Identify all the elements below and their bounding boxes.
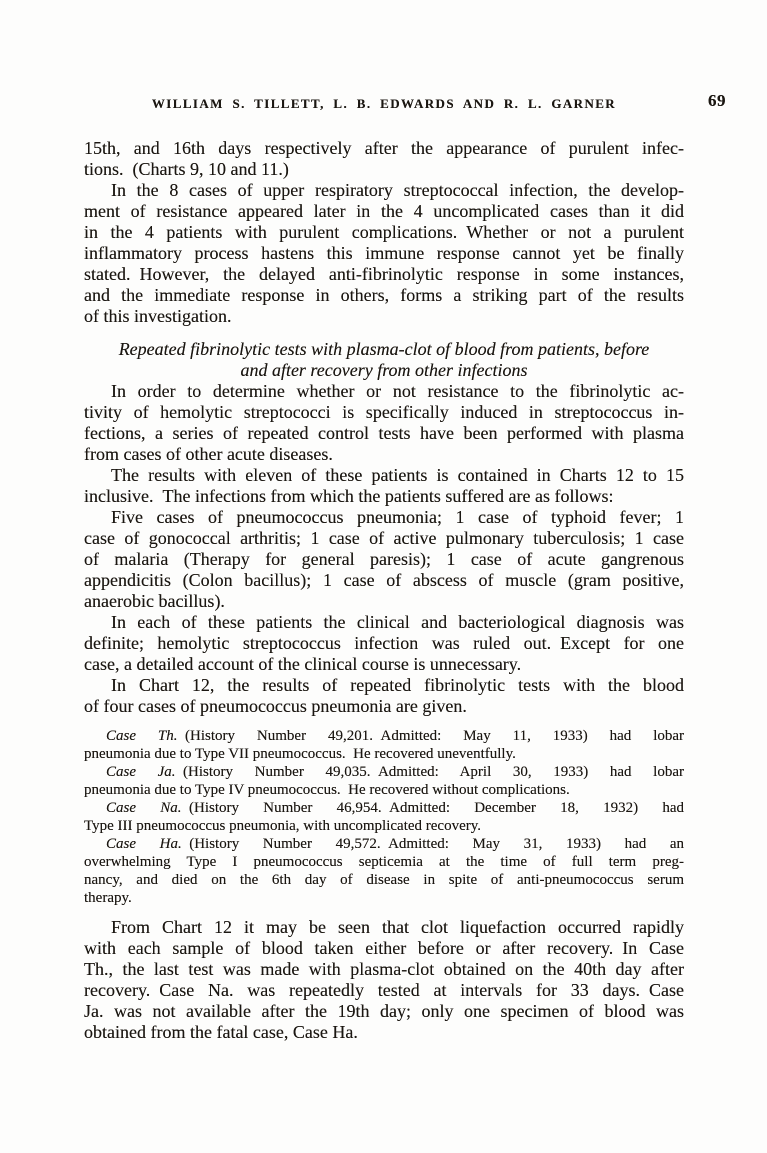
text-line: pneumonia due to Type VII pneumococcus. He recovered uneventfully.	[84, 746, 516, 762]
text-line: and after recovery from other infections	[240, 360, 528, 380]
text-line: nancy, and died on the 6th day of disease in spite of anti-pneumococcus serum	[84, 872, 684, 888]
paragraph	[84, 180, 684, 327]
text-line: from cases of other acute diseases.	[84, 444, 333, 464]
text-line: tivity of hemolytic streptococci is specifically induced in streptococcus in-	[84, 402, 684, 422]
case-paragraph	[84, 763, 684, 799]
text-line: In Chart 12, the results of repeated fibrinolytic tests with the blood	[111, 675, 684, 695]
paragraph	[84, 917, 684, 1043]
page-content	[84, 91, 726, 1043]
text-line: definite; hemolytic streptococcus infection was ruled out. Except for one	[84, 633, 684, 653]
case-first-line-text: (History Number 49,572. Admitted: May 31, 1933) had an	[189, 836, 684, 852]
section-heading	[84, 339, 684, 381]
text-line: inclusive. The infections from which the patients suffered are as follows:	[84, 486, 614, 506]
text-line	[84, 727, 684, 745]
text-line: In the 8 cases of upper respiratory streptococcal infection, the develop-	[111, 180, 684, 200]
text-line: of this investigation.	[84, 306, 232, 326]
paragraph	[84, 138, 684, 180]
text-line: and the immediate response in others, forms a striking part of the results	[84, 285, 684, 305]
paragraph	[84, 675, 684, 717]
text-line	[84, 835, 684, 853]
case-label: Case Th.	[106, 728, 178, 744]
case-first-line-text: (History Number 49,035. Admitted: April 30, 1933) had lobar	[183, 764, 684, 780]
text-line	[84, 763, 684, 781]
case-label: Case Na.	[106, 800, 182, 816]
text-line: Th., the last test was made with plasma-clot obtained on the 40th day after	[84, 959, 684, 979]
text-line: Repeated fibrinolytic tests with plasma-clot of blood from patients, before	[118, 339, 650, 359]
case-paragraph	[84, 727, 684, 763]
text-line: Type III pneumococcus pneumonia, with uncomplicated recovery.	[84, 818, 482, 834]
text-line: therapy.	[84, 890, 132, 906]
paragraph	[84, 612, 684, 675]
text-line: inflammatory process hastens this immune response cannot yet be finally	[84, 243, 684, 263]
text-line: in the 4 patients with purulent complications. Whether or not a purulent	[84, 222, 684, 242]
text-line: In each of these patients the clinical and bacteriological diagnosis was	[111, 612, 684, 632]
text-line: The results with eleven of these patients is contained in Charts 12 to 15	[111, 465, 684, 485]
text-line: anaerobic bacillus).	[84, 591, 225, 611]
text-line: case of gonococcal arthritis; 1 case of active pulmonary tuberculosis; 1 case	[84, 528, 684, 548]
case-paragraph	[84, 835, 684, 907]
case-label: Case Ja.	[106, 764, 176, 780]
text-line: appendicitis (Colon bacillus); 1 case of abscess of muscle (gram positive,	[84, 570, 684, 590]
text-line: with each sample of blood taken either before or after recovery. In Case	[84, 938, 684, 958]
text-line: recovery. Case Na. was repeatedly tested at intervals for 33 days. Case	[84, 980, 684, 1000]
text-line: From Chart 12 it may be seen that clot liquefaction occurred rapidly	[111, 917, 684, 937]
text-line: Five cases of pneumococcus pneumonia; 1 case of typhoid fever; 1	[111, 507, 684, 527]
text-line	[84, 799, 684, 817]
case-paragraph	[84, 799, 684, 835]
text-line: Ja. was not available after the 19th day; only one specimen of blood was	[84, 1001, 684, 1021]
case-label: Case Ha.	[106, 836, 182, 852]
page-number: 69	[708, 91, 726, 110]
text-line: of malaria (Therapy for general paresis); 1 case of acute gangrenous	[84, 549, 684, 569]
text-line: In order to determine whether or not resistance to the fibrinolytic ac-	[111, 381, 684, 401]
case-first-line-text: (History Number 49,201. Admitted: May 11, 1933) had lobar	[185, 728, 685, 744]
text-line: case, a detailed account of the clinical course is unnecessary.	[84, 654, 522, 674]
text-line: obtained from the fatal case, Case Ha.	[84, 1022, 358, 1042]
text-line: 15th, and 16th days respectively after the appearance of purulent infec-	[84, 138, 684, 158]
text-line: ment of resistance appeared later in the 4 uncomplicated cases than it did	[84, 201, 684, 221]
text-line: fections, a series of repeated control tests have been performed with plasma	[84, 423, 684, 443]
running-header-authors: WILLIAM S. TILLETT, L. B. EDWARDS AND R. L. GARNER	[151, 96, 617, 111]
page-body	[84, 138, 684, 1043]
paragraph	[84, 507, 684, 612]
text-line: pneumonia due to Type IV pneumococcus. He recovered without complications.	[84, 782, 570, 798]
text-line: tions. (Charts 9, 10 and 11.)	[84, 159, 289, 179]
text-line: overwhelming Type I pneumococcus septicemia at the time of full term preg-	[84, 854, 684, 870]
paragraph	[84, 381, 684, 465]
text-line: stated. However, the delayed anti-fibrinolytic response in some instances,	[84, 264, 684, 284]
case-first-line-text: (History Number 46,954. Admitted: December 18, 1932) had	[189, 800, 684, 816]
paragraph	[84, 465, 684, 507]
running-header	[84, 91, 726, 112]
text-line: of four cases of pneumococcus pneumonia are given.	[84, 696, 467, 716]
